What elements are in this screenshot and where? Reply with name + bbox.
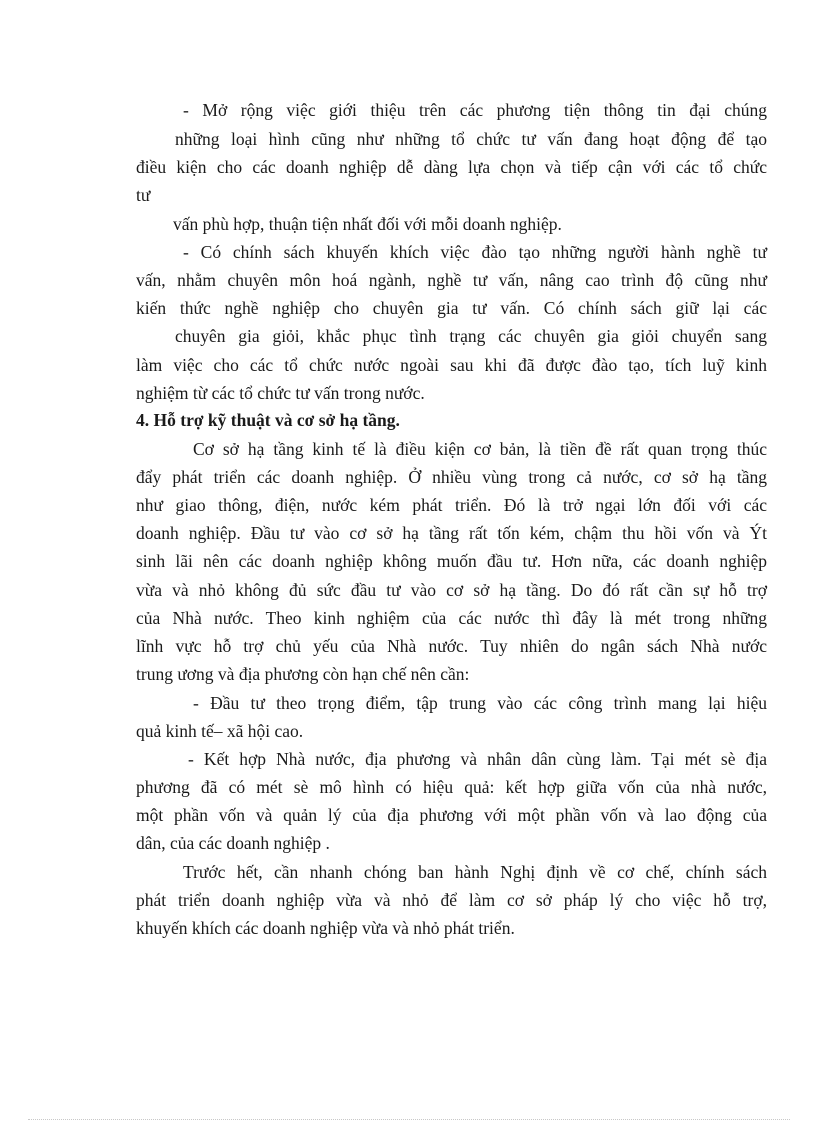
text-line: sinh lãi nên các doanh nghiệp không muốn đầu tư. Hơn nữa, các doanh nghiệp bbox=[136, 551, 767, 571]
text-line: - Có chính sách khuyến khích việc đào tạo những người hành nghề tư bbox=[183, 242, 767, 262]
text-line: - Kết hợp Nhà nước, địa phương và nhân dân cùng làm. Tại mét sè địa bbox=[188, 749, 767, 769]
text-line: phát triển doanh nghiệp vừa và nhỏ để làm cơ sở pháp lý cho việc hỗ trợ, bbox=[136, 890, 767, 910]
text-line: Trước hết, cần nhanh chóng ban hành Nghị định về cơ chế, chính sách bbox=[183, 862, 767, 882]
text-line: doanh nghiệp. Đầu tư vào cơ sở hạ tầng rất tốn kém, chậm thu hồi vốn và Ýt bbox=[136, 523, 767, 543]
text-line: vấn phù hợp, thuận tiện nhất đối với mỗi doanh nghiệp. bbox=[173, 214, 562, 234]
text-line: quả kinh tế– xã hội cao. bbox=[136, 721, 304, 741]
text-line: điều kiện cho các doanh nghiệp dễ dàng lựa chọn và tiếp cận với các tổ chức bbox=[136, 157, 767, 177]
text-line: đẩy phát triển các doanh nghiệp. Ở nhiều vùng trong cả nước, cơ sở hạ tầng bbox=[136, 467, 767, 487]
text-line: - Mở rộng việc giới thiệu trên các phương tiện thông tin đại chúng bbox=[183, 100, 767, 120]
text-line: nghiệm từ các tổ chức tư vấn trong nước. bbox=[136, 383, 425, 403]
text-line: một phần vốn và quản lý của địa phương với một phần vốn và lao động của bbox=[136, 805, 767, 825]
text-line: dân, của các doanh nghiệp . bbox=[136, 833, 330, 853]
text-line: tư bbox=[136, 185, 151, 205]
text-line: kiến thức nghề nghiệp cho chuyên gia tư vấn. Có chính sách giữ lại các bbox=[136, 298, 767, 318]
text-line: như giao thông, điện, nước kém phát triển. Đó là trở ngại lớn đối với các bbox=[136, 495, 767, 515]
text-line: Cơ sở hạ tầng kinh tế là điều kiện cơ bản, là tiền đề rất quan trọng thúc bbox=[193, 439, 767, 459]
text-line: chuyên gia giỏi, khắc phục tình trạng các chuyên gia giỏi chuyển sang bbox=[175, 326, 767, 346]
text-line: làm việc cho các tổ chức nước ngoài sau khi đã được đào tạo, tích luỹ kinh bbox=[136, 355, 767, 375]
text-line: vấn, nhằm chuyên môn hoá ngành, nghề tư vấn, nâng cao trình độ cũng như bbox=[136, 270, 767, 290]
text-line: những loại hình cũng như những tổ chức tư vấn đang hoạt động để tạo bbox=[175, 129, 767, 149]
text-line: trung ương và địa phương còn hạn chế nên cần: bbox=[136, 664, 470, 684]
section-heading: 4. Hỗ trợ kỹ thuật và cơ sở hạ tầng. bbox=[136, 410, 400, 430]
text-line: - Đầu tư theo trọng điểm, tập trung vào các công trình mang lại hiệu bbox=[193, 693, 767, 713]
page-bottom-rule bbox=[28, 1119, 790, 1120]
text-line: phương đã có mét sè mô hình có hiệu quả: kết hợp giữa vốn của nhà nước, bbox=[136, 777, 767, 797]
text-line: lĩnh vực hỗ trợ chủ yếu của Nhà nước. Tuy nhiên do ngân sách Nhà nước bbox=[136, 636, 767, 656]
text-line: của Nhà nước. Theo kinh nghiệm của các nước thì đây là mét trong những bbox=[136, 608, 767, 628]
text-line: khuyến khích các doanh nghiệp vừa và nhỏ phát triển. bbox=[136, 918, 515, 938]
text-line: vừa và nhỏ không đủ sức đầu tư vào cơ sở hạ tầng. Do đó rất cần sự hỗ trợ bbox=[136, 580, 767, 600]
